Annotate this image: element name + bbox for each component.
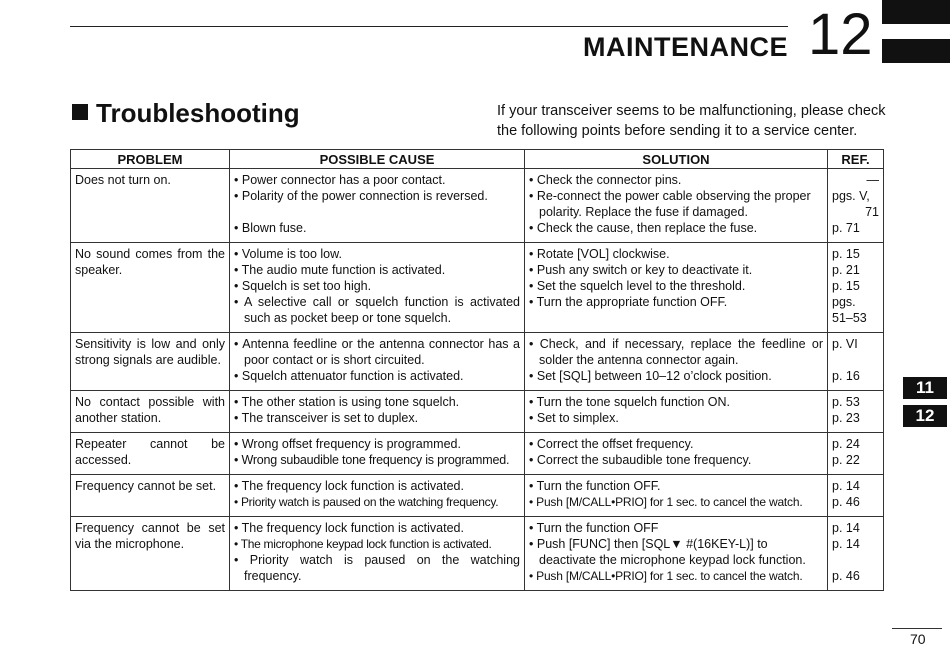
cause-cell [230, 243, 525, 333]
problem-cell: No contact possible with another station. [71, 391, 230, 433]
header-possible-cause: POSSIBLE CAUSE [230, 150, 525, 169]
cause-item: • The frequency lock function is activated. [234, 478, 520, 494]
solution-cell [525, 169, 828, 243]
solution-item: • Set to simplex. [529, 410, 823, 426]
ref-cell [828, 169, 884, 243]
chapter-tab-12: 12 [903, 405, 947, 427]
solution-item: • Check the cause, then replace the fuse. [529, 220, 823, 236]
problem-cell: No sound comes from the speaker. [71, 243, 230, 333]
chapter-bar-top [882, 0, 950, 24]
cause-item: • The transceiver is set to duplex. [234, 410, 520, 426]
ref-item: p. 16 [832, 369, 860, 383]
solution-item: • Correct the subaudible tone frequency. [529, 452, 823, 468]
cause-item: • Antenna feedline or the antenna connector has a poor contact or is short circuited. [234, 336, 520, 368]
cause-cell [230, 333, 525, 391]
chapter-tab-11: 11 [903, 377, 947, 399]
solution-item: • Push any switch or key to deactivate it. [529, 262, 823, 278]
intro-paragraph: If your transceiver seems to be malfunctioning, please check the following points before sending it to a service center. [497, 103, 886, 139]
chapter-number: 12 [808, 2, 873, 67]
solution-item: • Correct the offset frequency. [529, 436, 823, 452]
cause-item: • Wrong offset frequency is programmed. [234, 436, 520, 452]
ref-item: p. 22 [832, 453, 860, 467]
problem-cell: Does not turn on. [71, 169, 230, 243]
solution-item: • Check the connector pins. [529, 172, 823, 188]
ref-item: 51–53 [832, 311, 867, 325]
ref-item: p. 46 [832, 495, 860, 509]
solution-cell [525, 475, 828, 517]
solution-cell [525, 391, 828, 433]
chapter-title: MAINTENANCE [583, 32, 788, 62]
ref-item: p. VI [832, 337, 858, 351]
ref-item: p. 15 [832, 279, 860, 293]
solution-item: • Turn the function OFF. [529, 478, 823, 494]
cause-item: • Power connector has a poor contact. [234, 172, 520, 188]
table-row [71, 333, 884, 391]
ref-item: p. 23 [832, 411, 860, 425]
ref-item: p. 14 [832, 537, 860, 551]
header-problem: PROBLEM [71, 150, 230, 169]
solution-item: • Push [M/CALL•PRIO] for 1 sec. to cancel the watch. [529, 568, 823, 584]
solution-item: • Set [SQL] between 10–12 o’clock position. [529, 368, 823, 384]
section-title [72, 98, 300, 129]
cause-item: • The other station is using tone squelch. [234, 394, 520, 410]
ref-cell [828, 433, 884, 475]
cause-item: • Polarity of the power connection is reversed. [234, 188, 520, 204]
header-solution: SOLUTION [525, 150, 828, 169]
solution-item: • Check, and if necessary, replace the feedline or solder the antenna connector again. [529, 336, 823, 368]
solution-item: • Push [M/CALL•PRIO] for 1 sec. to cancel the watch. [529, 494, 823, 510]
solution-cell [525, 243, 828, 333]
table-row [71, 243, 884, 333]
header-ref: REF. [828, 150, 884, 169]
cause-cell [230, 391, 525, 433]
cause-item: • Wrong subaudible tone frequency is programmed. [234, 452, 520, 468]
solution-cell [525, 517, 828, 591]
ref-cell [828, 333, 884, 391]
problem-cell: Frequency cannot be set. [71, 475, 230, 517]
cause-item: • The audio mute function is activated. [234, 262, 520, 278]
ref-item: pgs. V, [832, 189, 870, 203]
cause-item: • A selective call or squelch function is activated such as pocket beep or tone squelch. [234, 294, 520, 326]
solution-item: • Set the squelch level to the threshold. [529, 278, 823, 294]
ref-item: 71 [865, 205, 879, 219]
section-title-text: Troubleshooting [96, 98, 300, 128]
cause-item: • Blown fuse. [234, 220, 520, 236]
cause-item: • Squelch is set too high. [234, 278, 520, 294]
ref-item: p. 14 [832, 521, 860, 535]
page-number: 70 [910, 631, 926, 647]
table-row [71, 391, 884, 433]
table-row [71, 433, 884, 475]
ref-cell [828, 243, 884, 333]
ref-cell [828, 391, 884, 433]
ref-item: p. 24 [832, 437, 860, 451]
cause-cell [230, 475, 525, 517]
table-row [71, 169, 884, 243]
table-row [71, 517, 884, 591]
cause-item: • Volume is too low. [234, 246, 520, 262]
table-row [71, 475, 884, 517]
ref-item: p. 14 [832, 479, 860, 493]
cause-item: • Priority watch is paused on the watching frequency. [234, 494, 520, 510]
cause-item: • Priority watch is paused on the watching frequency. [234, 552, 520, 584]
solution-cell [525, 433, 828, 475]
solution-item: • Turn the appropriate function OFF. [529, 294, 823, 310]
cause-cell [230, 169, 525, 243]
table-header-row [71, 150, 884, 169]
solution-item: • Rotate [VOL] clockwise. [529, 246, 823, 262]
solution-item: • Turn the tone squelch function ON. [529, 394, 823, 410]
solution-item: • Re-connect the power cable observing the proper polarity. Replace the fuse if damaged. [529, 188, 823, 220]
solution-item: • Turn the function OFF [529, 520, 823, 536]
solution-item: • Push [FUNC] then [SQL▼ #(16KEY-L)] to deactivate the microphone keypad lock function. [529, 536, 823, 568]
ref-item: p. 21 [832, 263, 860, 277]
ref-item: p. 15 [832, 247, 860, 261]
cause-cell [230, 517, 525, 591]
ref-item: p. 53 [832, 395, 860, 409]
ref-item: pgs. [832, 295, 856, 309]
ref-item: p. 71 [832, 221, 860, 235]
cause-item: • Squelch attenuator function is activated. [234, 368, 520, 384]
problem-cell: Frequency cannot be set via the microphone. [71, 517, 230, 591]
black-square-icon [72, 104, 88, 120]
chapter-bar-bottom [882, 39, 950, 63]
cause-item: • The microphone keypad lock function is activated. [234, 536, 520, 552]
solution-cell [525, 333, 828, 391]
problem-cell: Sensitivity is low and only strong signals are audible. [71, 333, 230, 391]
problem-cell: Repeater cannot be accessed. [71, 433, 230, 475]
header-rule [70, 26, 788, 27]
ref-cell [828, 475, 884, 517]
ref-item: — [866, 173, 879, 187]
cause-cell [230, 433, 525, 475]
troubleshooting-table [70, 149, 884, 591]
ref-cell [828, 517, 884, 591]
cause-item: • The frequency lock function is activated. [234, 520, 520, 536]
footer-rule [892, 628, 942, 629]
ref-item: p. 46 [832, 569, 860, 583]
